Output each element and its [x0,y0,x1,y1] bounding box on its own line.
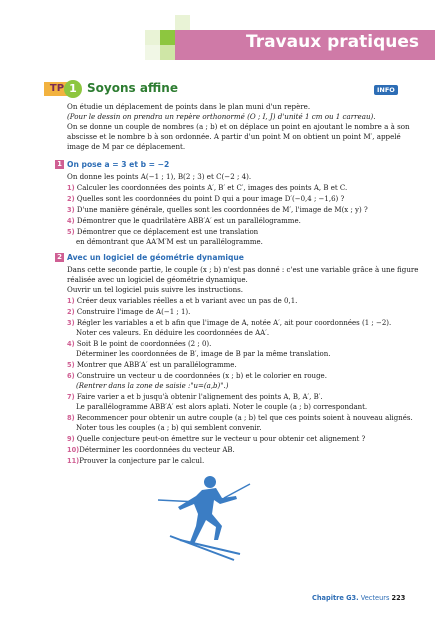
list-item: 4) Démontrer que le quadrilatère ABB′A′ est un parallélogramme. [67,217,301,225]
list-item-continuation: Déterminer les coordonnées de B′, image de B par la même translation. [76,350,331,358]
list-item: 4) Soit B le point de coordonnées (2 ; 0). [67,340,212,348]
section-1-heading [55,160,169,169]
section-lead: On donne les points A(−1 ; 1), B(2 ; 3) et C(−2 ; 4). [67,172,252,181]
list-item: 3) D'une manière générale, quelles sont les coordonnées de M′, l'image de M(x ; y) ? [67,206,368,214]
list-item: 3) Régler les variables a et b afin que l'image de A, notée A′, ait pour coordonnées (1 ; −2). [67,319,392,327]
section-title: On pose a = 3 et b = −2 [67,160,170,169]
intro-line: On étudie un déplacement de points dans le plan muni d'un repère. [67,102,311,111]
footer-chapter: Chapitre G3. [312,594,359,602]
list-item: 8) Recommencer pour obtenir un autre couple (a ; b) tel que ces points soient à nouveau alignés. [67,414,413,422]
list-item-continuation: en démontrant que AA′M′M est un parallélogramme. [76,238,263,246]
list-item: 5) Montrer que ABB′A′ est un parallélogramme. [67,361,237,369]
list-item: 6) Construire un vecteur u de coordonnées (x ; b) et le colorier en rouge. [67,372,327,380]
page-footer [312,594,405,602]
intro-line: abscisse et le nombre b à son ordonnée. A partir d'un point M on obtient un point M′, appelé [67,132,401,141]
section-lead: Ouvrir un tel logiciel puis suivre les instructions. [67,285,244,294]
tp-badge: TP [44,82,70,96]
page-number: 223 [391,594,406,602]
list-item-continuation: (Rentrer dans la zone de saisie :"u=(a,b)".) [76,382,229,390]
list-item-continuation: Le parallélogramme ABB′A′ est alors aplati. Noter le couple (a ; b) correspondant. [76,403,368,411]
list-item: 2) Construire l'image de A(−1 ; 1). [67,308,191,316]
list-item-continuation: Noter ces valeurs. En déduire les coordonnées de AA′. [76,329,270,337]
section-number: 2 [55,253,64,262]
intro-line: image de M par ce déplacement. [67,142,186,151]
list-item: 2) Quelles sont les coordonnées du point D qui a pour image D′(−0,4 ; −1,6) ? [67,195,345,203]
list-item: 10)Déterminer les coordonnées du vecteur AB. [67,446,235,454]
footer-topic: Vecteurs [360,594,390,602]
list-item: 1) Calculer les coordonnées des points A′, B′ et C′, images des points A, B et C. [67,184,348,192]
intro-line: (Pour le dessin on prendra un repère orthonormé (O ; I, J) d'unité 1 cm ou 1 carreau). [67,112,376,121]
info-badge: INFO [374,85,398,95]
list-item-continuation: Noter tous les couples (a ; b) qui semblent convenir. [76,424,262,432]
list-item: 1) Créer deux variables réelles a et b variant avec un pas de 0,1. [67,297,298,305]
list-item: 9) Quelle conjecture peut-on émettre sur le vecteur u pour obtenir cet alignement ? [67,435,366,443]
header-band [175,30,435,60]
list-item: 7) Faire varier a et b jusqu'à obtenir l'alignement des points A, B, A′, B′. [67,393,323,401]
skier-illustration [150,470,260,575]
section-title: Avec un logiciel de géométrie dynamique [67,253,244,262]
list-item: 5) Démontrer que ce déplacement est une translation [67,228,259,236]
intro-line: On se donne un couple de nombres (a ; b) et on déplace un point en ajoutant le nombre a à son [67,122,410,131]
page-title: Travaux pratiques [245,32,419,52]
tp-number: 1 [64,80,82,98]
tp-title: Soyons affine [87,81,178,95]
section-lead: Dans cette seconde partie, le couple (x ; b) n'est pas donné : c'est une variable grâce à une figure [67,265,419,274]
section-2-heading [55,253,244,262]
section-lead: réalisée avec un logiciel de géométrie dynamique. [67,275,248,284]
section-number: 1 [55,160,64,169]
list-item: 11)Prouver la conjecture par le calcul. [67,457,205,465]
